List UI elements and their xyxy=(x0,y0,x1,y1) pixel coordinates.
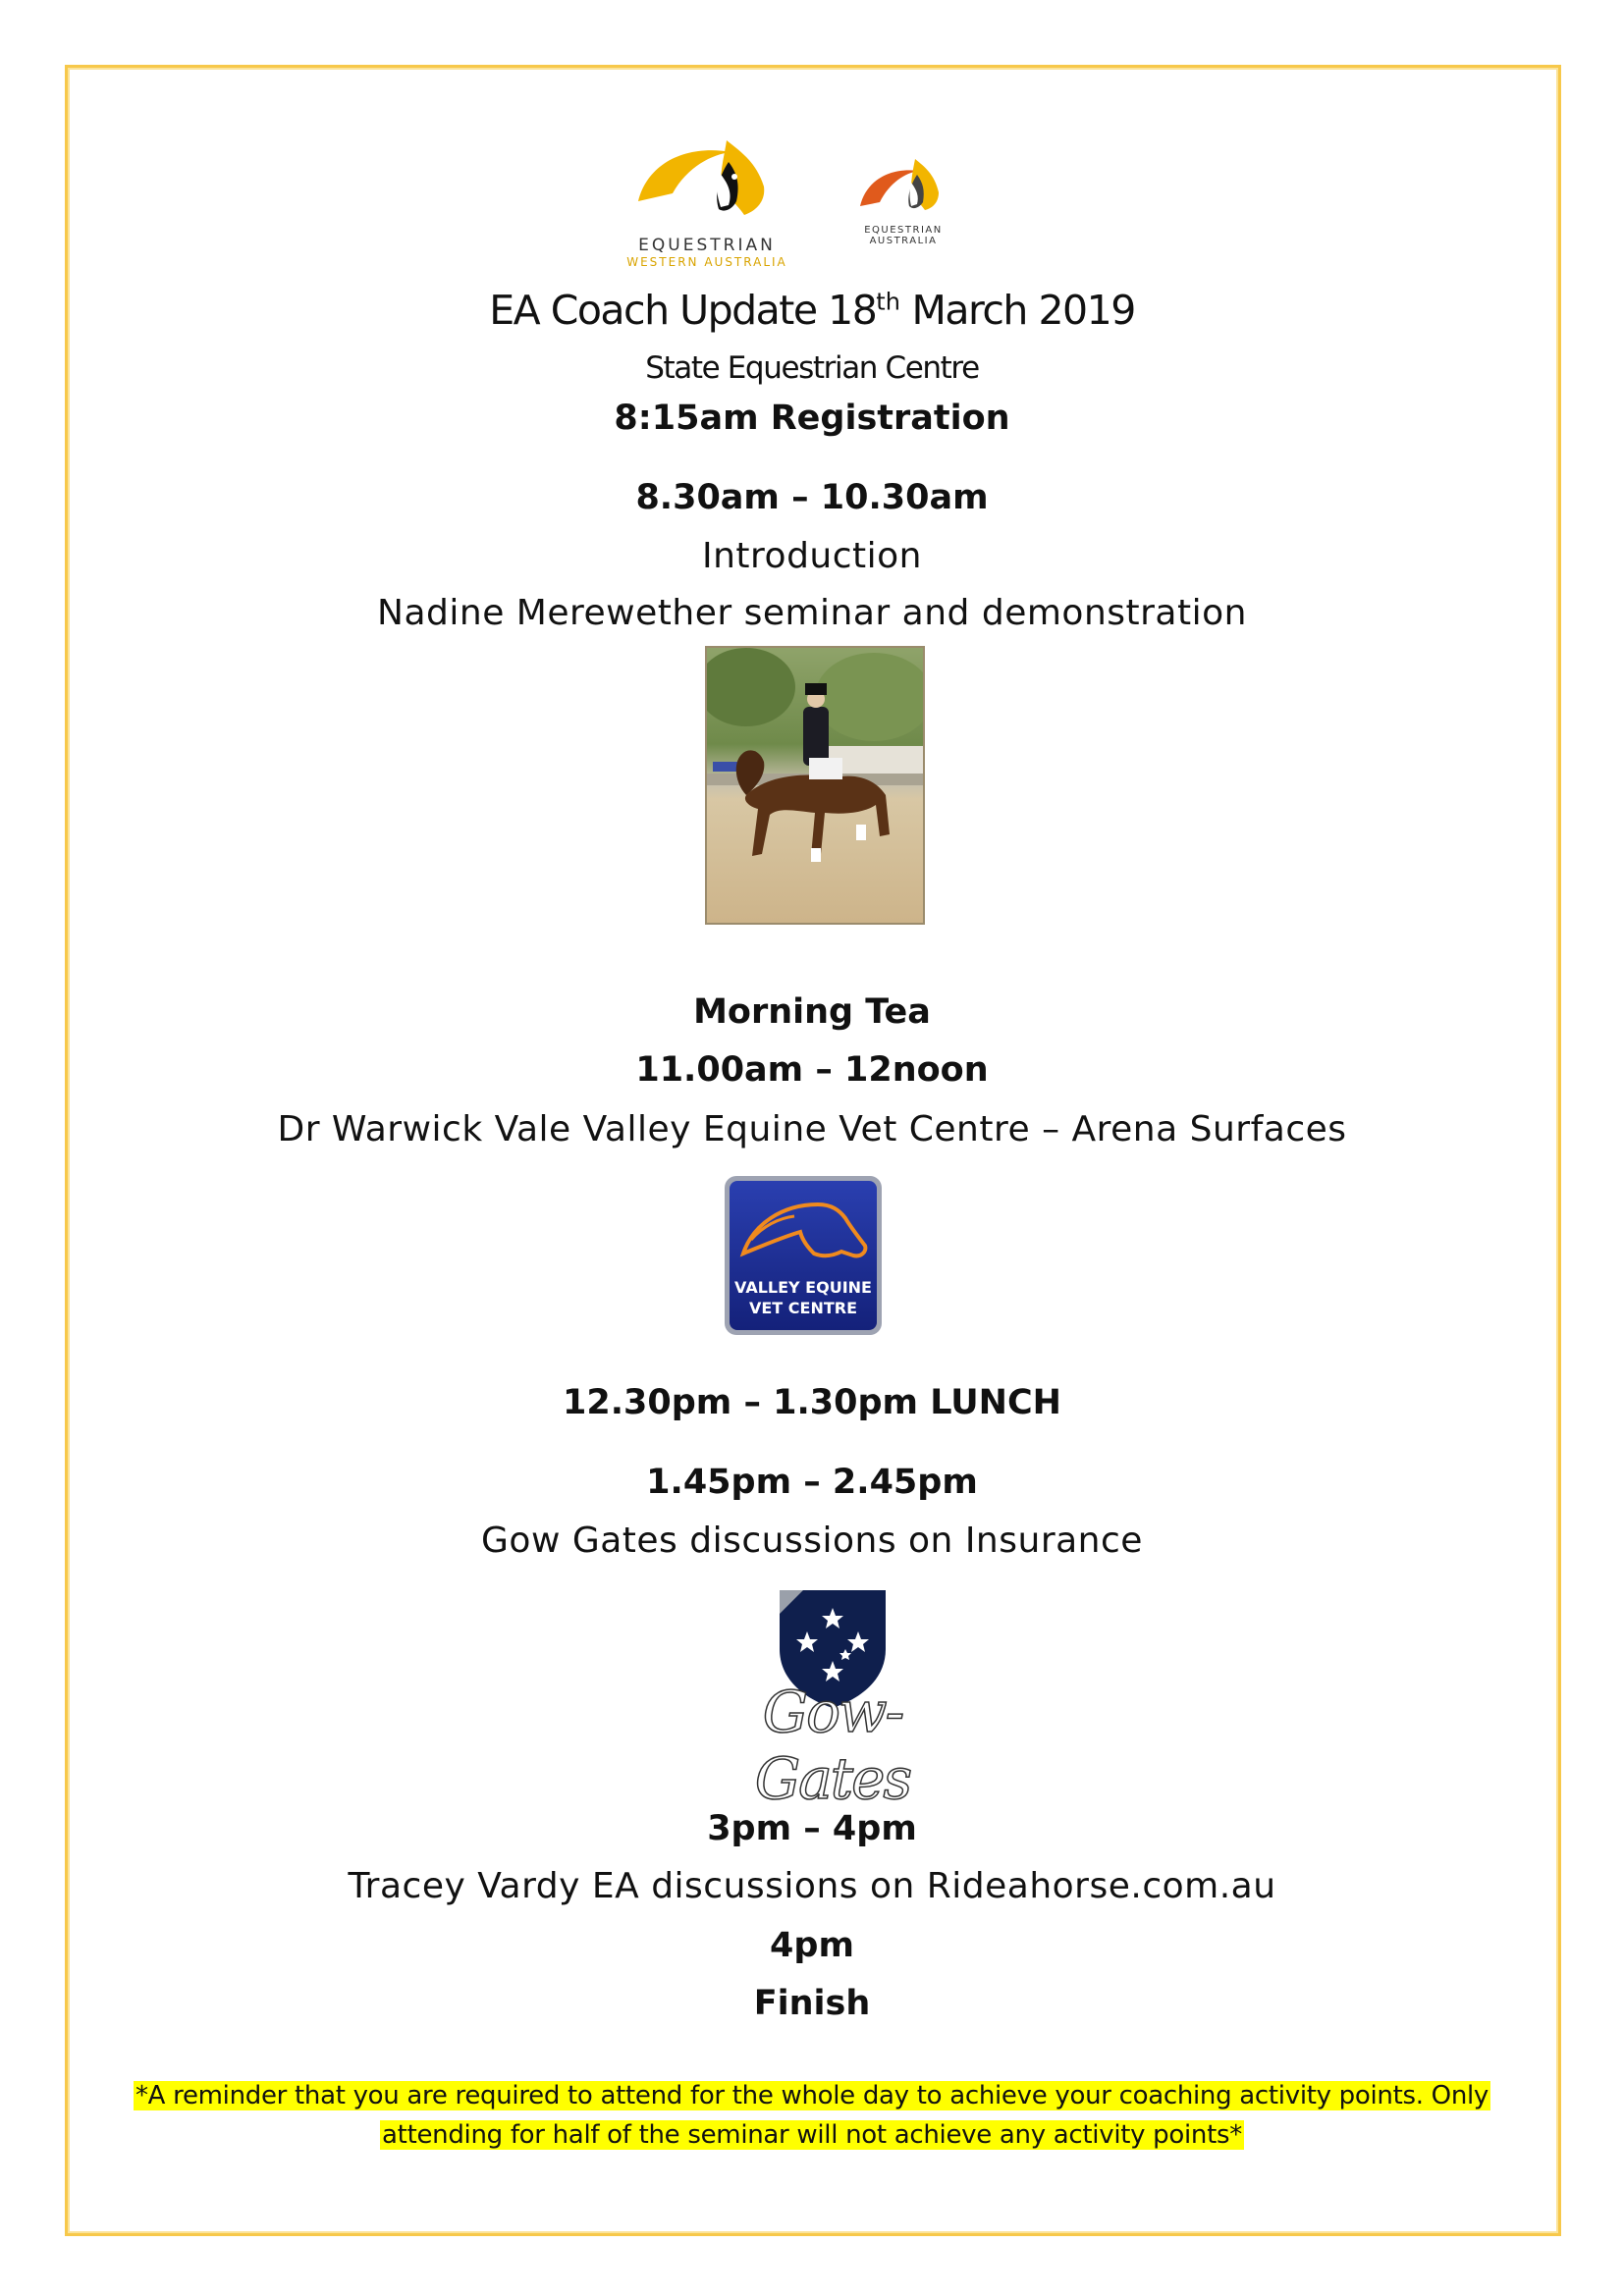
gow-gates-wordmark: Gow-Gates xyxy=(754,1679,911,1812)
page-border xyxy=(65,65,1561,2236)
notice-line1-text: *A reminder that you are required to attend for the whole day to achieve your coaching activity points. Only xyxy=(135,2081,1489,2110)
horse-head-icon xyxy=(619,133,795,231)
end-time: 4pm xyxy=(770,1926,854,1965)
finish-label: Finish xyxy=(753,1984,871,2023)
valley-logo-line2: VET CENTRE xyxy=(748,1299,858,1317)
notice-line2-text: attending for half of the seminar will not achieve any activity points* xyxy=(382,2120,1242,2150)
notice-line1 xyxy=(0,2081,1624,2110)
session3-line1: Gow Gates discussions on Insurance xyxy=(481,1521,1143,1561)
session2-line1: Dr Warwick Vale Valley Equine Vet Centre – Arena Surfaces xyxy=(277,1109,1347,1149)
valley-equine-logo xyxy=(724,1175,883,1336)
session1-line2: Nadine Merewether seminar and demonstration xyxy=(377,593,1247,633)
lunch: 12.30pm – 1.30pm LUNCH xyxy=(563,1383,1061,1422)
ea-logo-line1: EQUESTRIAN xyxy=(864,225,943,236)
session3-time: 1.45pm – 2.45pm xyxy=(646,1463,978,1502)
horse-head-icon xyxy=(844,155,962,220)
session1-line1: Introduction xyxy=(701,536,922,576)
notice-line2 xyxy=(0,2120,1624,2150)
session4-time: 3pm – 4pm xyxy=(707,1809,917,1848)
morning-tea: Morning Tea xyxy=(693,992,931,1032)
title-rest: March 2019 xyxy=(899,287,1135,334)
session1-time: 8.30am – 10.30am xyxy=(635,478,989,517)
ea-logo xyxy=(844,155,962,253)
page-title xyxy=(0,287,1624,334)
gow-gates-logo xyxy=(705,1580,960,1812)
session4-line1: Tracey Vardy EA discussions on Rideahorse.com.au xyxy=(348,1866,1276,1906)
dressage-photo xyxy=(705,646,925,925)
title-ordinal: th xyxy=(876,288,900,316)
title-main: EA Coach Update 18 xyxy=(489,287,877,334)
registration: 8:15am Registration xyxy=(614,399,1010,438)
venue: State Equestrian Centre xyxy=(645,350,979,386)
ewa-logo-line1: EQUESTRIAN xyxy=(638,236,776,255)
ea-logo-line2: AUSTRALIA xyxy=(869,236,938,246)
valley-logo-line1: VALLEY EQUINE xyxy=(734,1278,872,1297)
session2-time: 11.00am – 12noon xyxy=(635,1050,989,1090)
ewa-logo xyxy=(619,133,795,270)
ewa-logo-line2: WESTERN AUSTRALIA xyxy=(626,255,787,269)
